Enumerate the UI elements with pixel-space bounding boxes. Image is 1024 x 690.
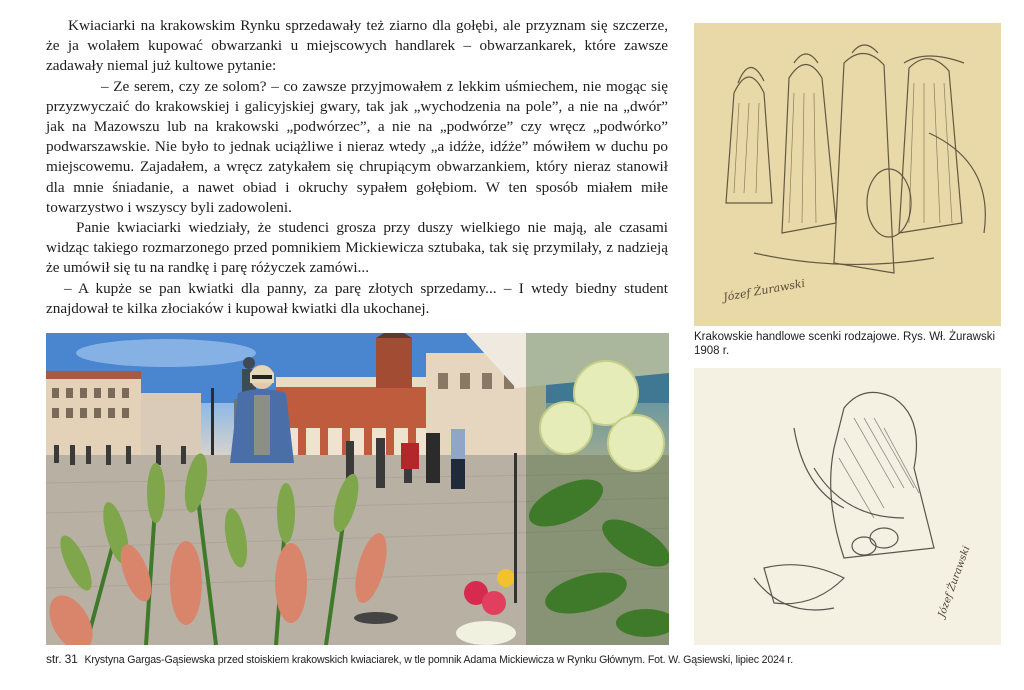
sketch-market-women bbox=[694, 23, 1001, 326]
market-square-illustration bbox=[46, 333, 669, 645]
sketch-signature-top: Józef Żurawski bbox=[722, 276, 806, 304]
paragraph-3: Panie kwiaciarki wiedziały, że studenci grosza przy duszy wielkiego nie mają, ale czasami widząc takiego rozmarzonego przed pomnikiem Mickiewicza sztubaka, tak się przymilały, z nadzieją że umówił się tu na randkę i parę różyczek zamówi... bbox=[46, 219, 668, 277]
sketch-caption: Krakowskie handlowe scenki rodzajowe. Rys. Wł. Żurawski 1908 r. bbox=[694, 331, 996, 357]
sketch-signature-bottom: Józef Żurawski bbox=[936, 544, 973, 620]
paragraph-1: Kwiaciarki na krakowskim Rynku sprzedawały też ziarno dla gołębi, ale przyznam się szczerze, że ja wolałem kupować obwarzanki u miejscowych handlarek – obwarzankarek, które zawsze zadawały niemal już kultowe pytanie: bbox=[46, 17, 668, 75]
article-text bbox=[46, 16, 668, 319]
photo-caption: Krystyna Gargas-Gąsiewska przed stoiskiem krakowskich kwiaciarek, w tle pomnik Adama Mickiewicza w Rynku Głównym. Fot. W. Gąsiewski, lipiec 2024 r. bbox=[84, 654, 793, 666]
pencil-sketch-illustration bbox=[694, 23, 1001, 326]
photo-caption-line bbox=[46, 652, 1016, 666]
market-square-photo bbox=[46, 333, 669, 645]
page-number: str. 31 bbox=[46, 652, 78, 666]
pencil-sketch-illustration-2 bbox=[694, 368, 1001, 645]
paragraph-4: – A kupże se pan kwiatki dla panny, za parę złotych sprzedamy... – I wtedy biedny student znajdował te kilka złociaków i kupował kwiatki dla ukochanej. bbox=[46, 279, 668, 317]
sketch-seated-vendor bbox=[694, 368, 1001, 645]
paragraph-2: – Ze serem, czy ze solom? – co zawsze przyjmowałem z lekkim uśmiechem, nie mogąc się przyzwyczaić do krakowskiej i galicyjskiej gwary, tak jak „wychodzenia na pole”, a nie na „dwór” jak na Mazowszu lub na krakowski „podwórzec”, a nie na „podwórze” czy wręcz „podwórko” podwarszawskie. Nie było to jednak uciążliwe i nieraz wtedy „a idźże, idźże” mówiłem w duchu po miejscowemu. Zajadałem, a wręcz zatykałem się chrupiącym obwarzankiem, który nieraz stanowił dla mnie śniadanie, a nawet obiad i okruchy sypałem gołębiom. W ten sposób miałem miłe towarzystwo i wszyscy byli zadowoleni. bbox=[46, 77, 668, 216]
